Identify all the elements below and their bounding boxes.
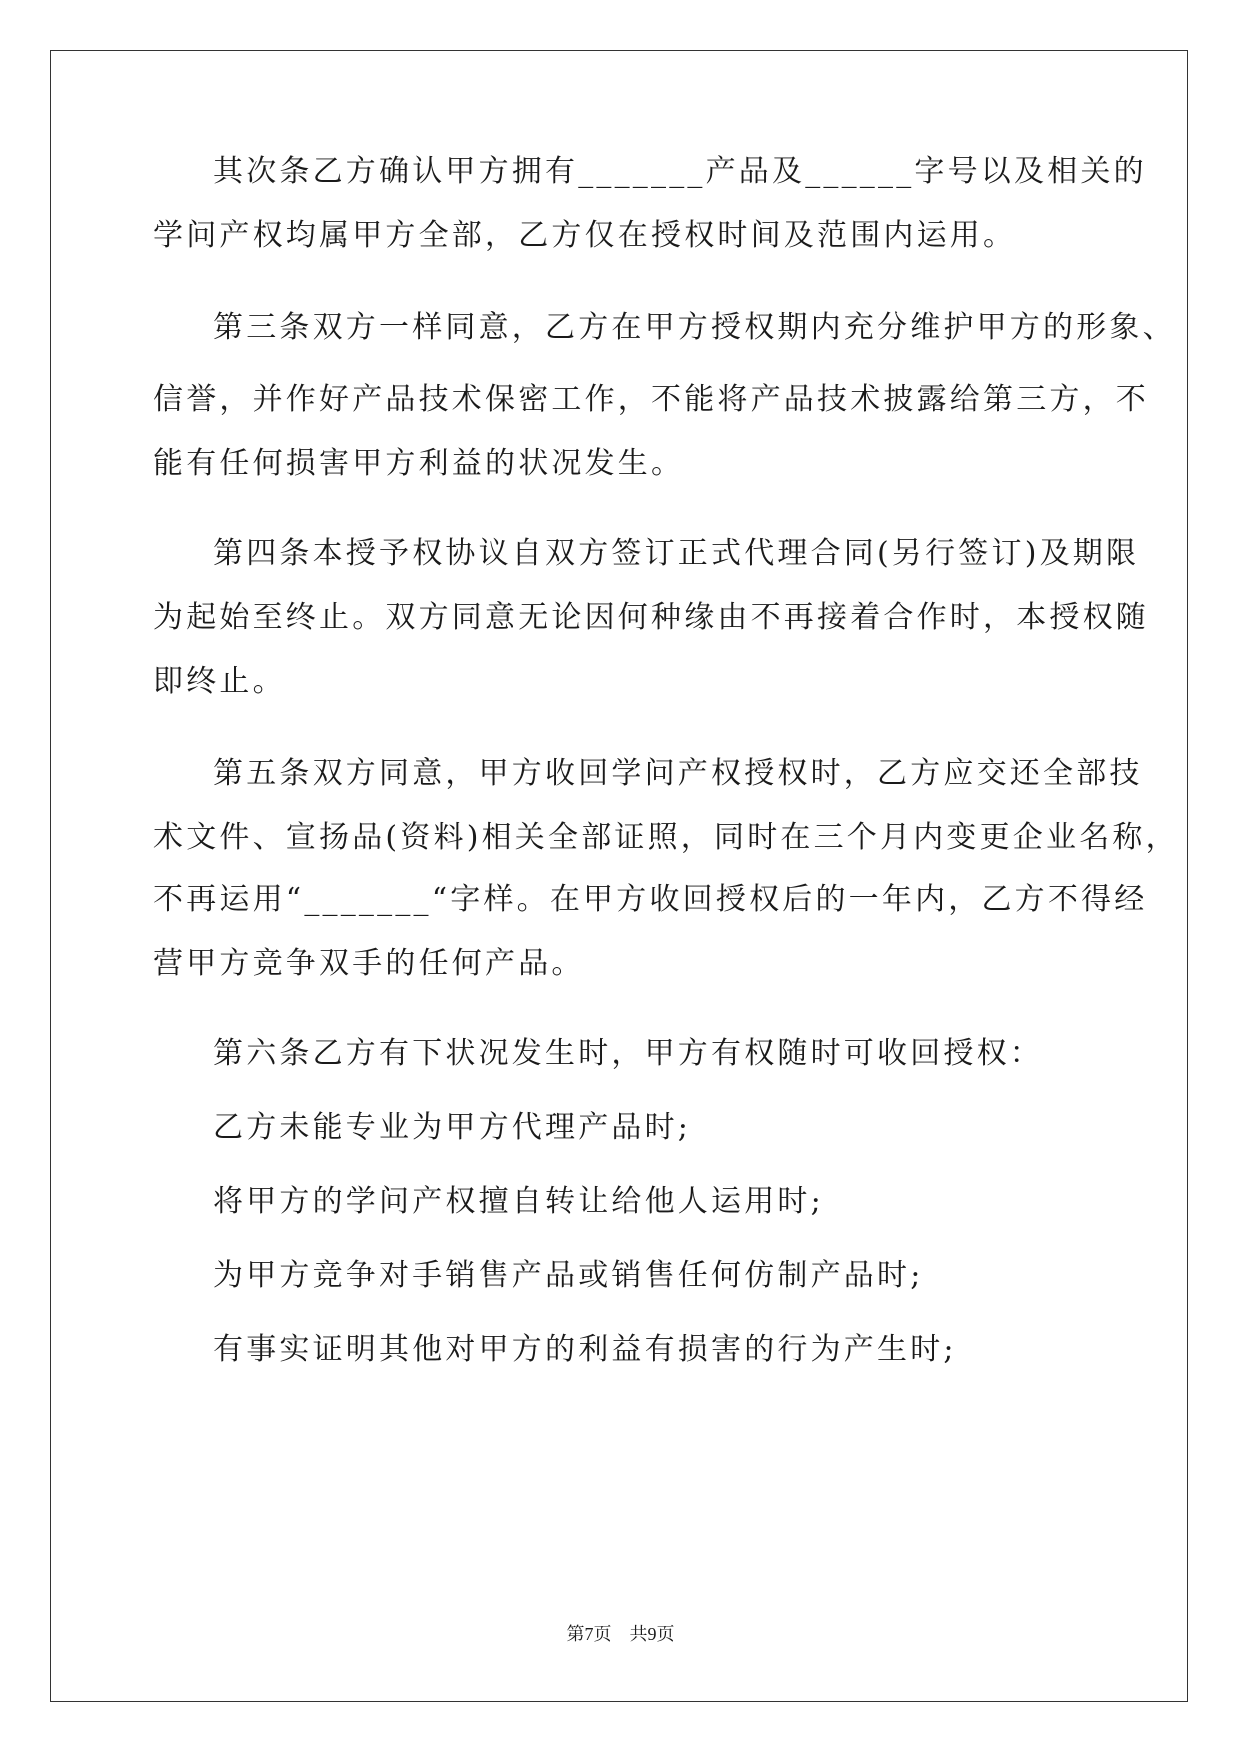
paragraph-line: 乙方未能专业为甲方代理产品时; — [213, 1110, 692, 1145]
page-footer: 第7页 共9页 — [566, 1624, 675, 1644]
paragraph-line: 将甲方的学问产权擅自转让给他人运用时; — [213, 1184, 824, 1219]
paragraph-line: 第三条双方一样同意，乙方在甲方授权期内充分维护甲方的形象、 — [213, 310, 1176, 345]
paragraph-line: 不再运用“_______“字样。在甲方收回授权后的一年内，乙方不得经 — [153, 882, 1148, 917]
paragraph-line: 其次条乙方确认甲方拥有_______产品及______字号以及相关的 — [213, 154, 1147, 189]
paragraph-line: 能有任何损害甲方利益的状况发生。 — [153, 446, 685, 481]
paragraph-line: 营甲方竞争双手的任何产品。 — [153, 946, 585, 981]
paragraph-line: 有事实证明其他对甲方的利益有损害的行为产生时; — [213, 1332, 957, 1367]
paragraph-line: 为起始至终止。双方同意无论因何种缘由不再接着合作时，本授权随 — [153, 600, 1149, 635]
paragraph-line: 第四条本授予权协议自双方签订正式代理合同(另行签订)及期限 — [213, 536, 1140, 571]
paragraph-line: 为甲方竞争对手销售产品或销售任何仿制产品时; — [213, 1258, 924, 1293]
paragraph-line: 信誉，并作好产品技术保密工作，不能将产品技术披露给第三方，不 — [153, 382, 1149, 417]
paragraph-line: 第五条双方同意，甲方收回学问产权授权时，乙方应交还全部技 — [213, 756, 1143, 791]
paragraph-line: 学问产权均属甲方全部，乙方仅在授权时间及范围内运用。 — [153, 218, 1017, 253]
page-border — [50, 50, 1188, 1702]
paragraph-line: 术文件、宣扬品(资料)相关全部证照，同时在三个月内变更企业名称， — [153, 820, 1179, 855]
paragraph-line: 即终止。 — [153, 664, 286, 699]
paragraph-line: 第六条乙方有下状况发生时，甲方有权随时可收回授权： — [213, 1036, 1043, 1071]
